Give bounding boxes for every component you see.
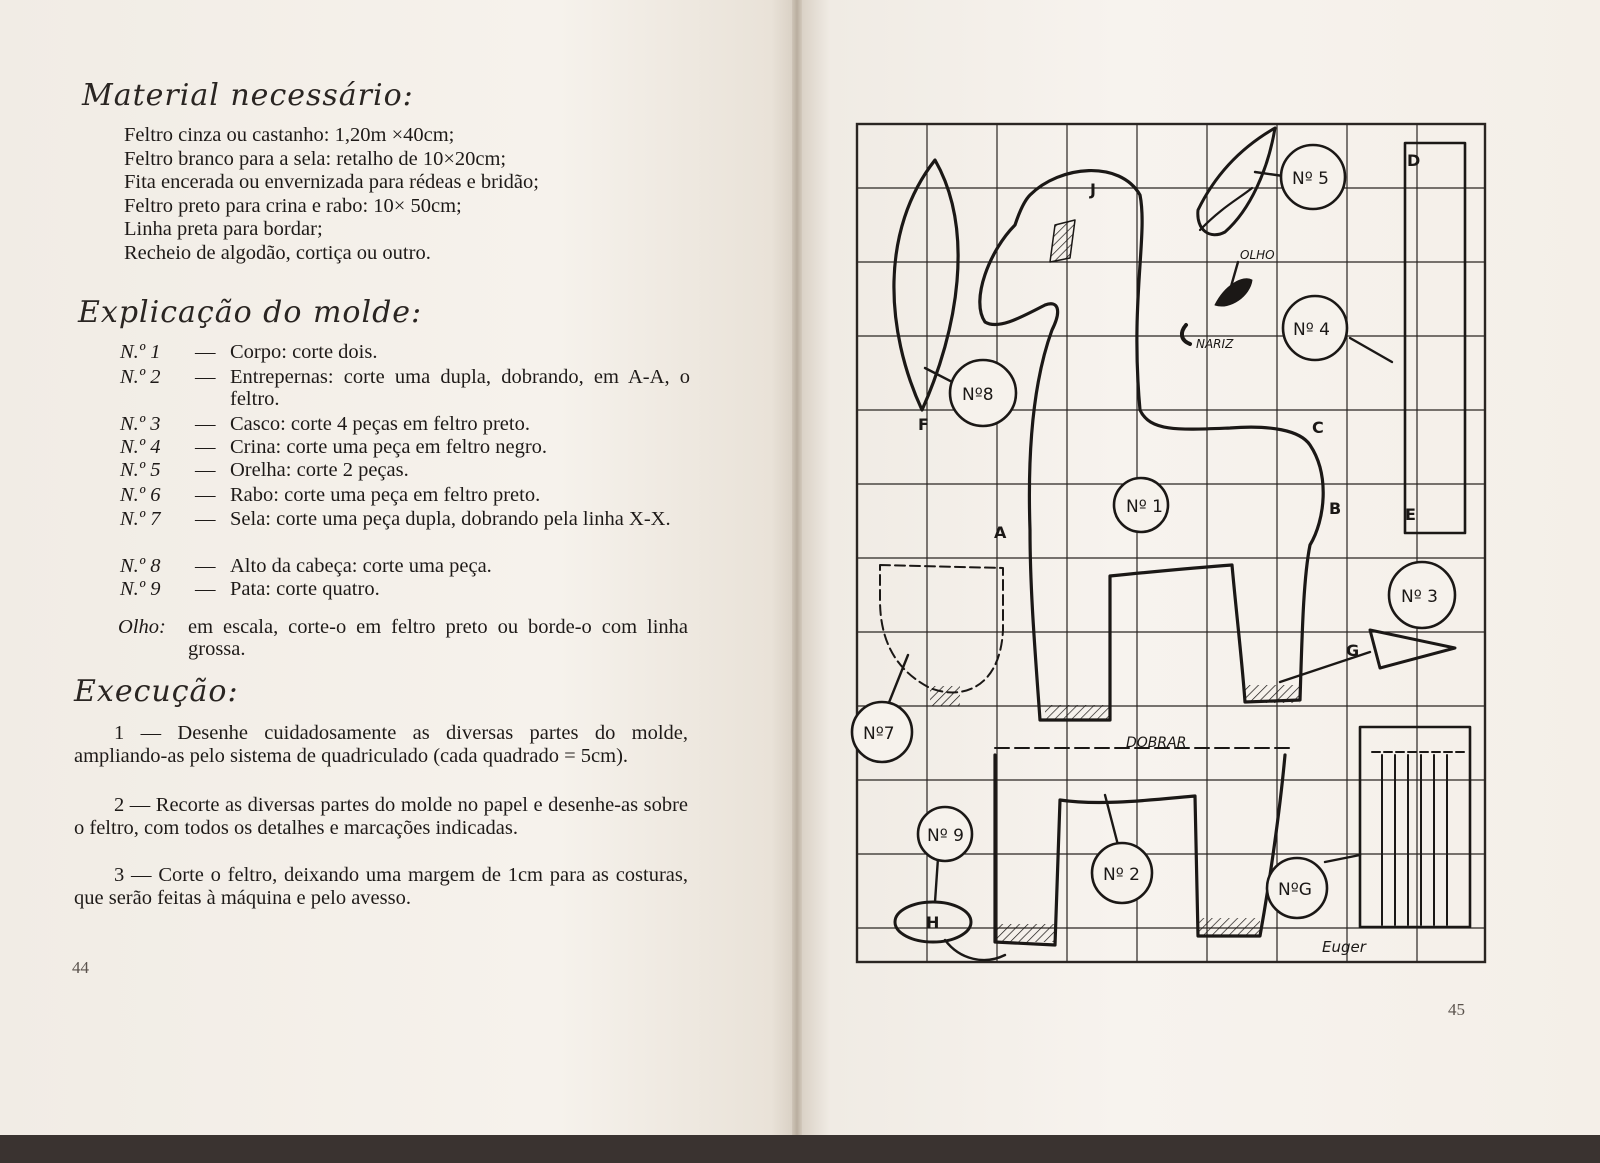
piece-6-shape [1360, 727, 1470, 927]
item-number: N.º 2 [120, 366, 161, 388]
material-line: Feltro cinza ou castanho: 1,20m ×40cm; [124, 124, 455, 146]
nose-mark [1182, 325, 1190, 344]
execution-step: 3 — Corte o feltro, deixando uma margem de 1cm para as costuras, que serão feitas à máquina e pelo avesso. [74, 864, 688, 909]
hoof-hatch [995, 924, 1055, 942]
item-text: Orelha: corte 2 peças. [230, 459, 409, 481]
item-number: N.º 4 [120, 436, 161, 458]
item-dash: — [195, 459, 216, 481]
item-number: N.º 5 [120, 459, 161, 481]
point-label-b: B [1329, 499, 1342, 518]
arrow [1325, 855, 1360, 862]
item-text: Rabo: corte uma peça em feltro preto. [230, 484, 541, 506]
execution-step: 2 — Recorte as diversas partes do molde no papel e desenhe-as sobre o feltro, com todos os detalhes e marcações indicadas. [74, 794, 688, 839]
item-number: N.º 8 [120, 555, 161, 577]
execution-heading: Execução: [74, 674, 239, 709]
point-label-d: D [1407, 151, 1421, 170]
point-label-a: A [994, 523, 1007, 542]
piece-7-label: Nº7 [863, 724, 895, 744]
page-number-right: 45 [1448, 1000, 1465, 1019]
point-label-c: C [1312, 418, 1324, 437]
item-dash: — [195, 413, 216, 435]
point-label-j: J [1090, 180, 1096, 199]
material-line: Fita encerada ou envernizada para rédeas e bridão; [124, 171, 539, 194]
item-dash: — [195, 555, 216, 577]
arrow [935, 858, 938, 902]
arrow [1350, 338, 1392, 362]
item-text: Crina: corte uma peça em feltro negro. [230, 436, 548, 458]
eye-mark [1215, 279, 1252, 306]
item-dash: — [195, 508, 216, 530]
item-number: N.º 3 [120, 413, 161, 435]
point-label-h: H [926, 913, 940, 932]
olho-label: Olho: [118, 616, 166, 638]
item-text: Sela: corte uma peça dupla, dobrando pela linha X-X. [230, 508, 671, 530]
hoof-hatch [1245, 685, 1300, 703]
piece-9-label: Nº 9 [927, 826, 964, 846]
piece-5-shape [1198, 128, 1275, 235]
piece-6-label: NºG [1278, 880, 1312, 900]
nariz-label: NARIZ [1196, 337, 1234, 351]
point-label-e: E [1405, 505, 1416, 524]
item-number: N.º 9 [120, 578, 161, 600]
olho-label: OLHO [1240, 248, 1275, 262]
piece-3-label: Nº 3 [1401, 587, 1438, 607]
item-text: Pata: corte quatro. [230, 578, 380, 600]
page-number-left: 44 [72, 958, 89, 977]
item-number: N.º 7 [120, 508, 161, 530]
piece-2-label: Nº 2 [1103, 865, 1140, 885]
material-line: Recheio de algodão, cortiça ou outro. [124, 241, 431, 264]
material-line: Feltro preto para crina e rabo: 10× 50cm; [124, 194, 462, 217]
item-number: N.º 6 [120, 484, 161, 506]
piece-7-shape [880, 565, 1003, 692]
piece-4-shape [1405, 143, 1465, 533]
material-line: Linha preta para bordar; [124, 218, 323, 241]
item-dash: — [195, 341, 216, 363]
piece-5-label: Nº 5 [1292, 169, 1329, 189]
piece-8-shape [894, 160, 958, 410]
nostril-mark [1050, 220, 1075, 262]
piece-3-shape [1370, 630, 1455, 668]
item-number: N.º 1 [120, 341, 161, 363]
point-label-f: F [918, 415, 929, 434]
piece-4-label: Nº 4 [1293, 320, 1330, 340]
hoof-hatch [1198, 918, 1260, 936]
saddle-hatch [930, 686, 960, 706]
piece-8-label: Nº8 [962, 385, 994, 405]
point-label-g: G [1346, 641, 1360, 660]
item-dash: — [195, 484, 216, 506]
material-heading: Material necessário: [82, 78, 414, 113]
olho-text: em escala, corte-o em feltro preto ou borde-o com linha grossa. [188, 616, 688, 660]
item-dash: — [195, 578, 216, 600]
item-text: Casco: corte 4 peças em feltro preto. [230, 413, 530, 435]
item-dash: — [195, 436, 216, 458]
hoof-hatch [1045, 705, 1110, 720]
artist-signature: Euger [1322, 938, 1366, 956]
item-dash: — [195, 366, 216, 388]
item-text: Corpo: corte dois. [230, 341, 378, 363]
item-text: Alto da cabeça: corte uma peça. [230, 555, 492, 577]
explanation-heading: Explicação do molde: [78, 295, 423, 330]
material-line: Feltro branco para a sela: retalho de 10×20cm; [124, 147, 507, 170]
piece-1-label: Nº 1 [1126, 497, 1163, 517]
item-text: Entrepernas: corte uma dupla, dobrando, em A-A, o feltro. [230, 366, 690, 410]
execution-step: 1 — Desenhe cuidadosamente as diversas partes do molde, ampliando-as pelo sistema de quadriculado (cada quadrado = 5cm). [74, 722, 688, 767]
dobrar-label: DOBRAR [1126, 735, 1187, 751]
